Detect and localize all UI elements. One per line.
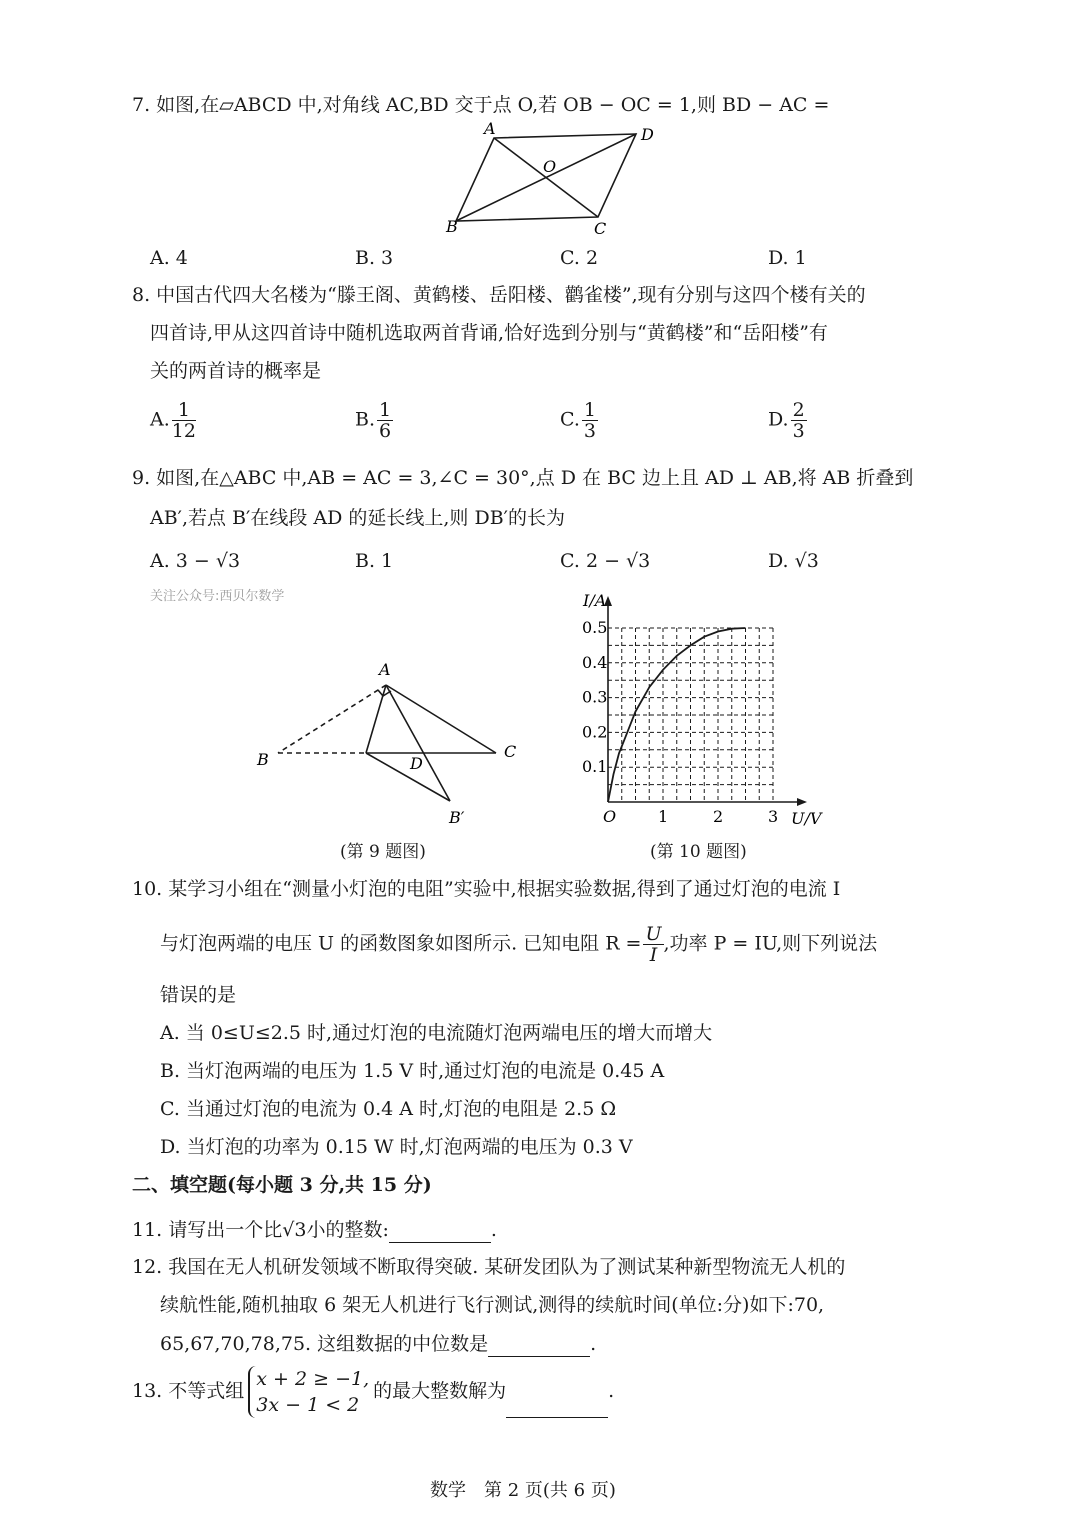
q10-current-voltage-chart bbox=[560, 580, 830, 830]
q10-option-c[interactable]: C. 当通过灯泡的电流为 0.4 A 时,灯泡的电阻是 2.5 Ω bbox=[160, 1098, 617, 1120]
x-tick-label: 1 bbox=[658, 807, 669, 826]
label-a: A bbox=[379, 660, 391, 679]
page-footer: 数学 第 2 页(共 6 页) bbox=[430, 1480, 616, 1501]
q10-stem-line3: 错误的是 bbox=[160, 984, 237, 1006]
q9-stem-line2: AB′,若点 B′在线段 AD 的延长线上,则 DB′的长为 bbox=[150, 507, 565, 529]
q12-stem-line3: 65,67,70,78,75. 这组数据的中位数是 . bbox=[160, 1330, 596, 1357]
q9-option-a[interactable]: A. 3 − √3 bbox=[150, 550, 241, 572]
q9-option-d[interactable]: D. √3 bbox=[768, 550, 819, 572]
q7-parallelogram-figure bbox=[430, 118, 690, 238]
q11-answer-blank[interactable] bbox=[389, 1216, 491, 1243]
q10-caption: (第 10 题图) bbox=[650, 842, 747, 862]
x-axis-label: U/V bbox=[791, 809, 822, 828]
q10-option-b[interactable]: B. 当灯泡两端的电压为 1.5 V 时,通过灯泡的电流是 0.45 A bbox=[160, 1060, 665, 1082]
q12-stem-line1: 12. 我国在无人机研发领域不断取得突破. 某研发团队为了测试某种新型物流无人机的 bbox=[132, 1256, 846, 1278]
q9-triangle-figure bbox=[250, 655, 530, 830]
q13-stem: 13. 不等式组 x + 2 ≥ −1, 3x − 1 < 2 的最大整数解为 . bbox=[132, 1368, 615, 1416]
q7-stem: 7. 如图,在▱ABCD 中,对角线 AC,BD 交于点 O,若 OB − OC = 1,则 BD − AC = bbox=[132, 94, 830, 116]
q8-option-d[interactable]: D. $\frac{2}{3}$ bbox=[768, 399, 805, 442]
q8-stem-line2: 四首诗,甲从这四首诗中随机选取两首背诵,恰好选到分别与“黄鹤楼”和“岳阳楼”有 bbox=[150, 322, 828, 344]
q7-option-a[interactable]: A. 4 bbox=[150, 247, 188, 269]
q10-option-d[interactable]: D. 当灯泡的功率为 0.15 W 时,灯泡两端的电压为 0.3 V bbox=[160, 1136, 633, 1158]
q11-stem: 11. 请写出一个比√3小的整数: . bbox=[132, 1216, 497, 1243]
y-tick-label: 0.2 bbox=[582, 722, 608, 742]
y-tick-label: 0.1 bbox=[582, 757, 608, 777]
label-b: B bbox=[257, 750, 269, 769]
label-d: D bbox=[641, 125, 654, 144]
origin-label: O bbox=[603, 807, 617, 826]
q8-option-c[interactable]: C. $\frac{1}{3}$ bbox=[560, 399, 596, 442]
x-tick-label: 3 bbox=[768, 807, 779, 826]
q8-option-b[interactable]: B. $\frac{1}{6}$ bbox=[355, 399, 392, 442]
y-axis-label: I/A bbox=[583, 591, 607, 610]
q8-stem-line3: 关的两首诗的概率是 bbox=[150, 360, 322, 382]
diagonal-bd bbox=[456, 134, 636, 221]
q9-option-b[interactable]: B. 1 bbox=[355, 550, 394, 572]
y-tick-label: 0.5 bbox=[582, 618, 608, 637]
x-axis-arrow bbox=[797, 798, 807, 806]
q10-stem-line2: 与灯泡两端的电压 U 的函数图象如图所示. 已知电阻 R = $\frac{U}{I}$ ,功率 P = IU,则下列说法 bbox=[160, 923, 878, 966]
inequality-system: x + 2 ≥ −1, 3x − 1 < 2 bbox=[248, 1366, 369, 1418]
label-o: O bbox=[543, 157, 557, 176]
q8-option-a[interactable]: A. $\frac{1}{12}$ bbox=[150, 399, 196, 442]
q7-option-b[interactable]: B. 3 bbox=[355, 247, 394, 269]
label-c: C bbox=[594, 219, 607, 238]
q12-answer-blank[interactable] bbox=[488, 1330, 590, 1357]
q9-option-c[interactable]: C. 2 − √3 bbox=[560, 550, 651, 572]
label-c: C bbox=[504, 742, 517, 761]
label-b: B bbox=[446, 217, 458, 236]
watermark: 关注公众号:西贝尔数学 bbox=[150, 589, 285, 604]
label-a: A bbox=[484, 119, 496, 138]
q7-option-c[interactable]: C. 2 bbox=[560, 247, 599, 269]
y-tick-label: 0.3 bbox=[582, 687, 608, 707]
q7-option-d[interactable]: D. 1 bbox=[768, 247, 807, 269]
label-b-prime: B′ bbox=[449, 808, 465, 827]
q12-stem-line2: 续航性能,随机抽取 6 架无人机进行飞行测试,测得的续航时间(单位:分)如下:70, bbox=[160, 1294, 825, 1316]
segment-ac bbox=[386, 685, 496, 753]
q10-option-a[interactable]: A. 当 0≤U≤2.5 时,通过灯泡的电流随灯泡两端电压的增大而增大 bbox=[160, 1022, 713, 1044]
q10-stem-line1: 10. 某学习小组在“测量小灯泡的电阻”实验中,根据实验数据,得到了通过灯泡的电流 I bbox=[132, 878, 841, 900]
x-tick-label: 2 bbox=[713, 807, 724, 826]
q9-stem-line1: 9. 如图,在△ABC 中,AB = AC = 3,∠C = 30°,点 D 在 BC 边上且 AD ⊥ AB,将 AB 折叠到 bbox=[132, 467, 914, 489]
q8-stem-line1: 8. 中国古代四大名楼为“滕王阁、黄鹤楼、岳阳楼、鹳雀楼”,现有分别与这四个楼有关的 bbox=[132, 284, 866, 306]
q13-answer-blank[interactable] bbox=[506, 1387, 608, 1418]
label-d: D bbox=[410, 754, 423, 773]
section-2-title: 二、填空题(每小题 3 分,共 15 分) bbox=[132, 1174, 432, 1196]
q9-caption: (第 9 题图) bbox=[340, 842, 426, 862]
y-tick-label: 0.4 bbox=[582, 652, 608, 672]
